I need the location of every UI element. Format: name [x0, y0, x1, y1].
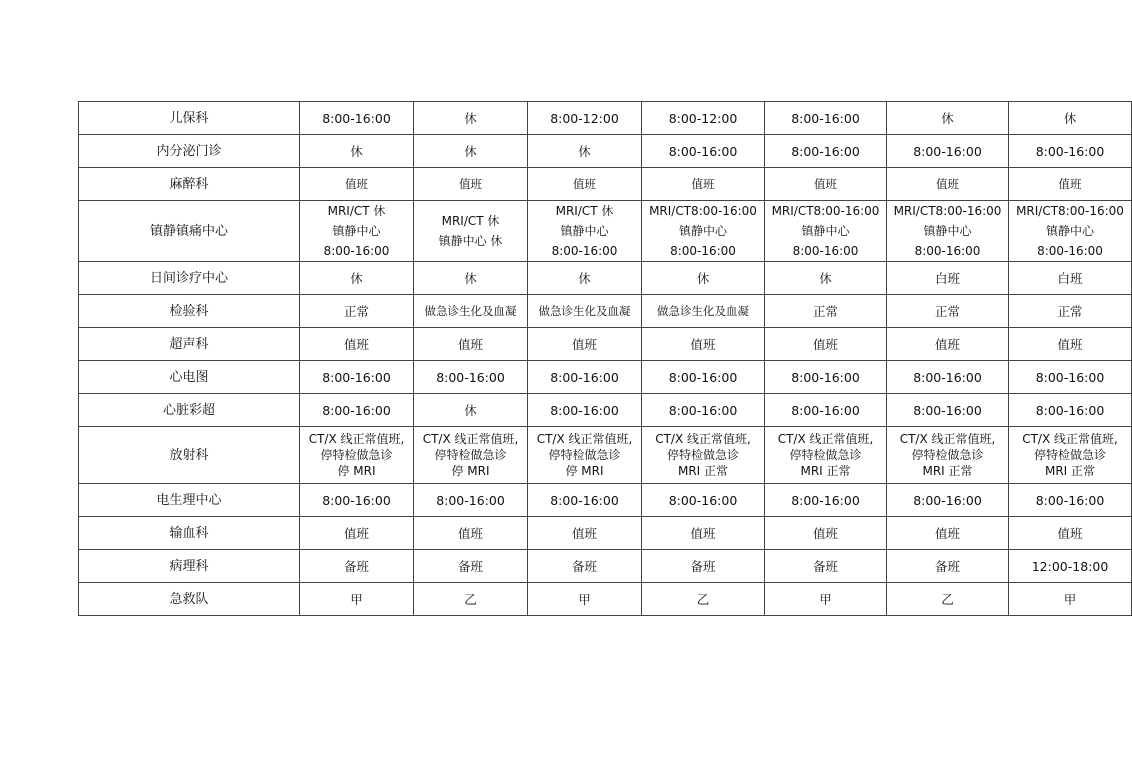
department-cell: 电生理中心 [79, 484, 300, 517]
schedule-cell: 休 [414, 102, 528, 135]
schedule-cell: 乙 [642, 583, 765, 616]
schedule-cell: 8:00-16:00 [887, 135, 1009, 168]
schedule-cell: 8:00-16:00 [528, 361, 642, 394]
department-cell: 儿保科 [79, 102, 300, 135]
schedule-cell: 8:00-16:00 [1009, 484, 1132, 517]
schedule-cell: 做急诊生化及血凝 [414, 295, 528, 328]
table-row [79, 394, 1132, 427]
schedule-cell: 乙 [414, 583, 528, 616]
schedule-cell: 甲 [1009, 583, 1132, 616]
schedule-cell: 8:00-16:00 [887, 484, 1009, 517]
schedule-cell: 甲 [765, 583, 887, 616]
schedule-cell: 值班 [1009, 328, 1132, 361]
department-cell: 检验科 [79, 295, 300, 328]
schedule-cell: 12:00-18:00 [1009, 550, 1132, 583]
table-row [79, 201, 1132, 262]
schedule-cell: 值班 [642, 168, 765, 201]
schedule-cell: 值班 [887, 168, 1009, 201]
schedule-cell: 正常 [887, 295, 1009, 328]
table-row [79, 517, 1132, 550]
schedule-cell: 值班 [300, 517, 414, 550]
schedule-cell: 值班 [528, 168, 642, 201]
schedule-cell: CT/X 线正常值班, 停特检做急诊 MRI 正常 [765, 427, 887, 484]
schedule-cell: 值班 [414, 517, 528, 550]
schedule-cell: 白班 [1009, 262, 1132, 295]
schedule-cell: 值班 [300, 168, 414, 201]
schedule-cell: 8:00-16:00 [1009, 361, 1132, 394]
schedule-cell: 8:00-16:00 [765, 484, 887, 517]
schedule-cell: 8:00-16:00 [642, 484, 765, 517]
schedule-cell: 正常 [765, 295, 887, 328]
schedule-cell: CT/X 线正常值班, 停特检做急诊 MRI 正常 [642, 427, 765, 484]
schedule-cell: 8:00-16:00 [887, 361, 1009, 394]
table-row [79, 484, 1132, 517]
schedule-cell: 值班 [765, 328, 887, 361]
schedule-cell: 休 [414, 135, 528, 168]
department-cell: 镇静镇痛中心 [79, 201, 300, 262]
schedule-cell: 做急诊生化及血凝 [528, 295, 642, 328]
schedule-cell: MRI/CT 休 镇静中心 休 [414, 201, 528, 262]
schedule-cell: CT/X 线正常值班, 停特检做急诊 停 MRI [414, 427, 528, 484]
schedule-cell: 休 [528, 262, 642, 295]
schedule-cell: 备班 [887, 550, 1009, 583]
schedule-cell: 甲 [300, 583, 414, 616]
schedule-cell: 备班 [765, 550, 887, 583]
schedule-cell: 值班 [887, 517, 1009, 550]
schedule-cell: 值班 [642, 328, 765, 361]
department-cell: 内分泌门诊 [79, 135, 300, 168]
schedule-cell: 8:00-16:00 [528, 484, 642, 517]
schedule-cell: 休 [300, 135, 414, 168]
department-cell: 超声科 [79, 328, 300, 361]
schedule-cell: MRI/CT 休 镇静中心 8:00-16:00 [528, 201, 642, 262]
schedule-cell: 值班 [1009, 168, 1132, 201]
schedule-cell: 正常 [1009, 295, 1132, 328]
schedule-cell: 8:00-16:00 [528, 394, 642, 427]
schedule-cell: 休 [414, 394, 528, 427]
schedule-cell: 8:00-16:00 [887, 394, 1009, 427]
table-row [79, 361, 1132, 394]
schedule-cell: 值班 [414, 168, 528, 201]
schedule-cell: 值班 [642, 517, 765, 550]
schedule-cell: 值班 [1009, 517, 1132, 550]
schedule-cell: 休 [414, 262, 528, 295]
table-row [79, 427, 1132, 484]
department-cell: 放射科 [79, 427, 300, 484]
table-row [79, 550, 1132, 583]
schedule-cell: 备班 [414, 550, 528, 583]
schedule-cell: CT/X 线正常值班, 停特检做急诊 MRI 正常 [1009, 427, 1132, 484]
department-cell: 输血科 [79, 517, 300, 550]
table-row [79, 328, 1132, 361]
schedule-cell: 值班 [765, 168, 887, 201]
schedule-cell: 8:00-16:00 [300, 484, 414, 517]
schedule-cell: 甲 [528, 583, 642, 616]
schedule-cell: 8:00-16:00 [765, 135, 887, 168]
schedule-cell: 8:00-16:00 [300, 361, 414, 394]
schedule-cell: 8:00-16:00 [765, 394, 887, 427]
schedule-cell: 备班 [642, 550, 765, 583]
schedule-cell: 8:00-16:00 [642, 135, 765, 168]
schedule-cell: 休 [765, 262, 887, 295]
schedule-cell: MRI/CT 休 镇静中心 8:00-16:00 [300, 201, 414, 262]
schedule-cell: CT/X 线正常值班, 停特检做急诊 MRI 正常 [887, 427, 1009, 484]
table-row [79, 168, 1132, 201]
table-row [79, 102, 1132, 135]
schedule-cell: 值班 [414, 328, 528, 361]
schedule-cell: 休 [1009, 102, 1132, 135]
schedule-cell: 做急诊生化及血凝 [642, 295, 765, 328]
table-row [79, 262, 1132, 295]
schedule-cell: MRI/CT8:00-16:00 镇静中心 8:00-16:00 [765, 201, 887, 262]
department-cell: 病理科 [79, 550, 300, 583]
schedule-cell: 8:00-12:00 [642, 102, 765, 135]
department-cell: 急救队 [79, 583, 300, 616]
schedule-cell: 8:00-16:00 [765, 102, 887, 135]
schedule-cell: 8:00-16:00 [414, 484, 528, 517]
schedule-cell: 8:00-16:00 [642, 394, 765, 427]
schedule-cell: 休 [642, 262, 765, 295]
schedule-cell: 值班 [765, 517, 887, 550]
schedule-cell: 8:00-16:00 [765, 361, 887, 394]
table-row [79, 583, 1132, 616]
schedule-cell: 休 [528, 135, 642, 168]
table-row [79, 295, 1132, 328]
schedule-cell: 8:00-16:00 [414, 361, 528, 394]
table-row [79, 135, 1132, 168]
schedule-cell: MRI/CT8:00-16:00 镇静中心 8:00-16:00 [642, 201, 765, 262]
department-cell: 心电图 [79, 361, 300, 394]
schedule-cell: 乙 [887, 583, 1009, 616]
schedule-cell: MRI/CT8:00-16:00 镇静中心 8:00-16:00 [1009, 201, 1132, 262]
schedule-cell: 8:00-16:00 [300, 102, 414, 135]
schedule-cell: 白班 [887, 262, 1009, 295]
schedule-cell: 值班 [528, 328, 642, 361]
schedule-cell: MRI/CT8:00-16:00 镇静中心 8:00-16:00 [887, 201, 1009, 262]
schedule-cell: 8:00-16:00 [300, 394, 414, 427]
duty-schedule-table [78, 101, 1132, 616]
schedule-cell: 值班 [528, 517, 642, 550]
department-cell: 麻醉科 [79, 168, 300, 201]
schedule-cell: 正常 [300, 295, 414, 328]
schedule-cell: CT/X 线正常值班, 停特检做急诊 停 MRI [528, 427, 642, 484]
department-cell: 日间诊疗中心 [79, 262, 300, 295]
schedule-cell: 备班 [300, 550, 414, 583]
schedule-cell: 值班 [887, 328, 1009, 361]
department-cell: 心脏彩超 [79, 394, 300, 427]
schedule-cell: 值班 [300, 328, 414, 361]
schedule-cell: 休 [300, 262, 414, 295]
schedule-cell: 8:00-16:00 [1009, 394, 1132, 427]
schedule-cell: 8:00-16:00 [642, 361, 765, 394]
schedule-cell: 休 [887, 102, 1009, 135]
schedule-cell: 8:00-16:00 [1009, 135, 1132, 168]
schedule-cell: 备班 [528, 550, 642, 583]
schedule-cell: 8:00-12:00 [528, 102, 642, 135]
schedule-cell: CT/X 线正常值班, 停特检做急诊 停 MRI [300, 427, 414, 484]
